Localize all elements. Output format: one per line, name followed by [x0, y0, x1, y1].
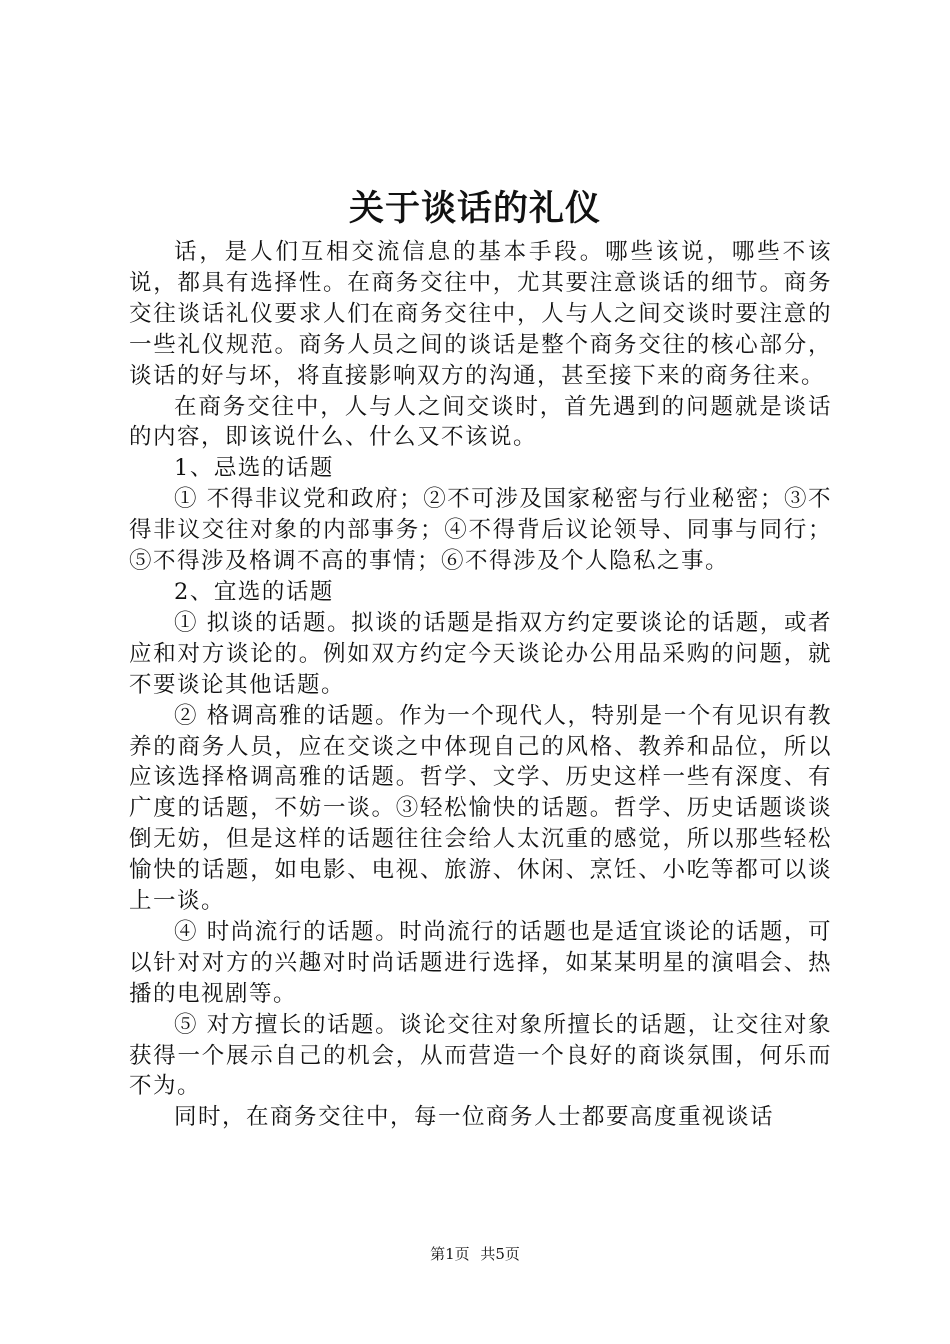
paragraph: ④ 时尚流行的话题。时尚流行的话题也是适宜谈论的话题，可以针对对方的兴趣对时尚话题进行选择，如某某明星的演唱会、热播的电视剧等。 — [129, 918, 832, 1007]
document-body — [129, 237, 832, 1133]
page-footer — [0, 1242, 950, 1266]
section-heading: 2、宜选的话题 — [174, 578, 334, 605]
paragraph: 话，是人们互相交流信息的基本手段。哪些该说，哪些不该说，都具有选择性。在商务交往中，尤其要注意谈话的细节。商务交往谈话礼仪要求人们在商务交往中，人与人之间交谈时要注意的一些礼仪规范。商务人员之间的谈话是整个商务交往的核心部分，谈话的好与坏，将直接影响双方的沟通，甚至接下来的商务往来。 — [129, 239, 832, 389]
paragraph: 同时，在商务交往中，每一位商务人士都要高度重视谈话 — [174, 1104, 775, 1131]
page-total: 共5页 — [480, 1245, 520, 1263]
paragraph: ⑤ 对方擅长的话题。谈论交往对象所擅长的话题，让交往对象获得一个展示自己的机会，从而营造一个良好的商谈氛围，何乐而不为。 — [129, 1011, 832, 1100]
paragraph: ① 不得非议党和政府；②不可涉及国家秘密与行业秘密；③不得非议交往对象的内部事务；④不得背后议论领导、同事与同行；⑤不得涉及格调不高的事情；⑥不得涉及个人隐私之事。 — [129, 486, 832, 575]
paragraph: ② 格调高雅的话题。作为一个现代人，特别是一个有见识有教养的商务人员，应在交谈之中体现自己的风格、教养和品位，所以应该选择格调高雅的话题。哲学、文学、历史这样一些有深度、有广度的话题，不妨一谈。③轻松愉快的话题。哲学、历史话题谈谈倒无妨，但是这样的话题往往会给人太沉重的感觉，所以那些轻松愉快的话题，如电影、电视、旅游、休闲、烹饪、小吃等都可以谈上一谈。 — [129, 702, 832, 915]
paragraph: 在商务交往中，人与人之间交谈时，首先遇到的问题就是谈话的内容，即该说什么、什么又不该说。 — [129, 393, 832, 451]
section-heading: 1、忌选的话题 — [174, 455, 334, 482]
paragraph: ① 拟谈的话题。拟谈的话题是指双方约定要谈论的话题，或者应和对方谈论的。例如双方约定今天谈论办公用品采购的问题，就不要谈论其他话题。 — [129, 609, 832, 698]
page-number: 第1页 — [430, 1245, 470, 1263]
document-title: 关于谈话的礼仪 — [348, 188, 601, 229]
